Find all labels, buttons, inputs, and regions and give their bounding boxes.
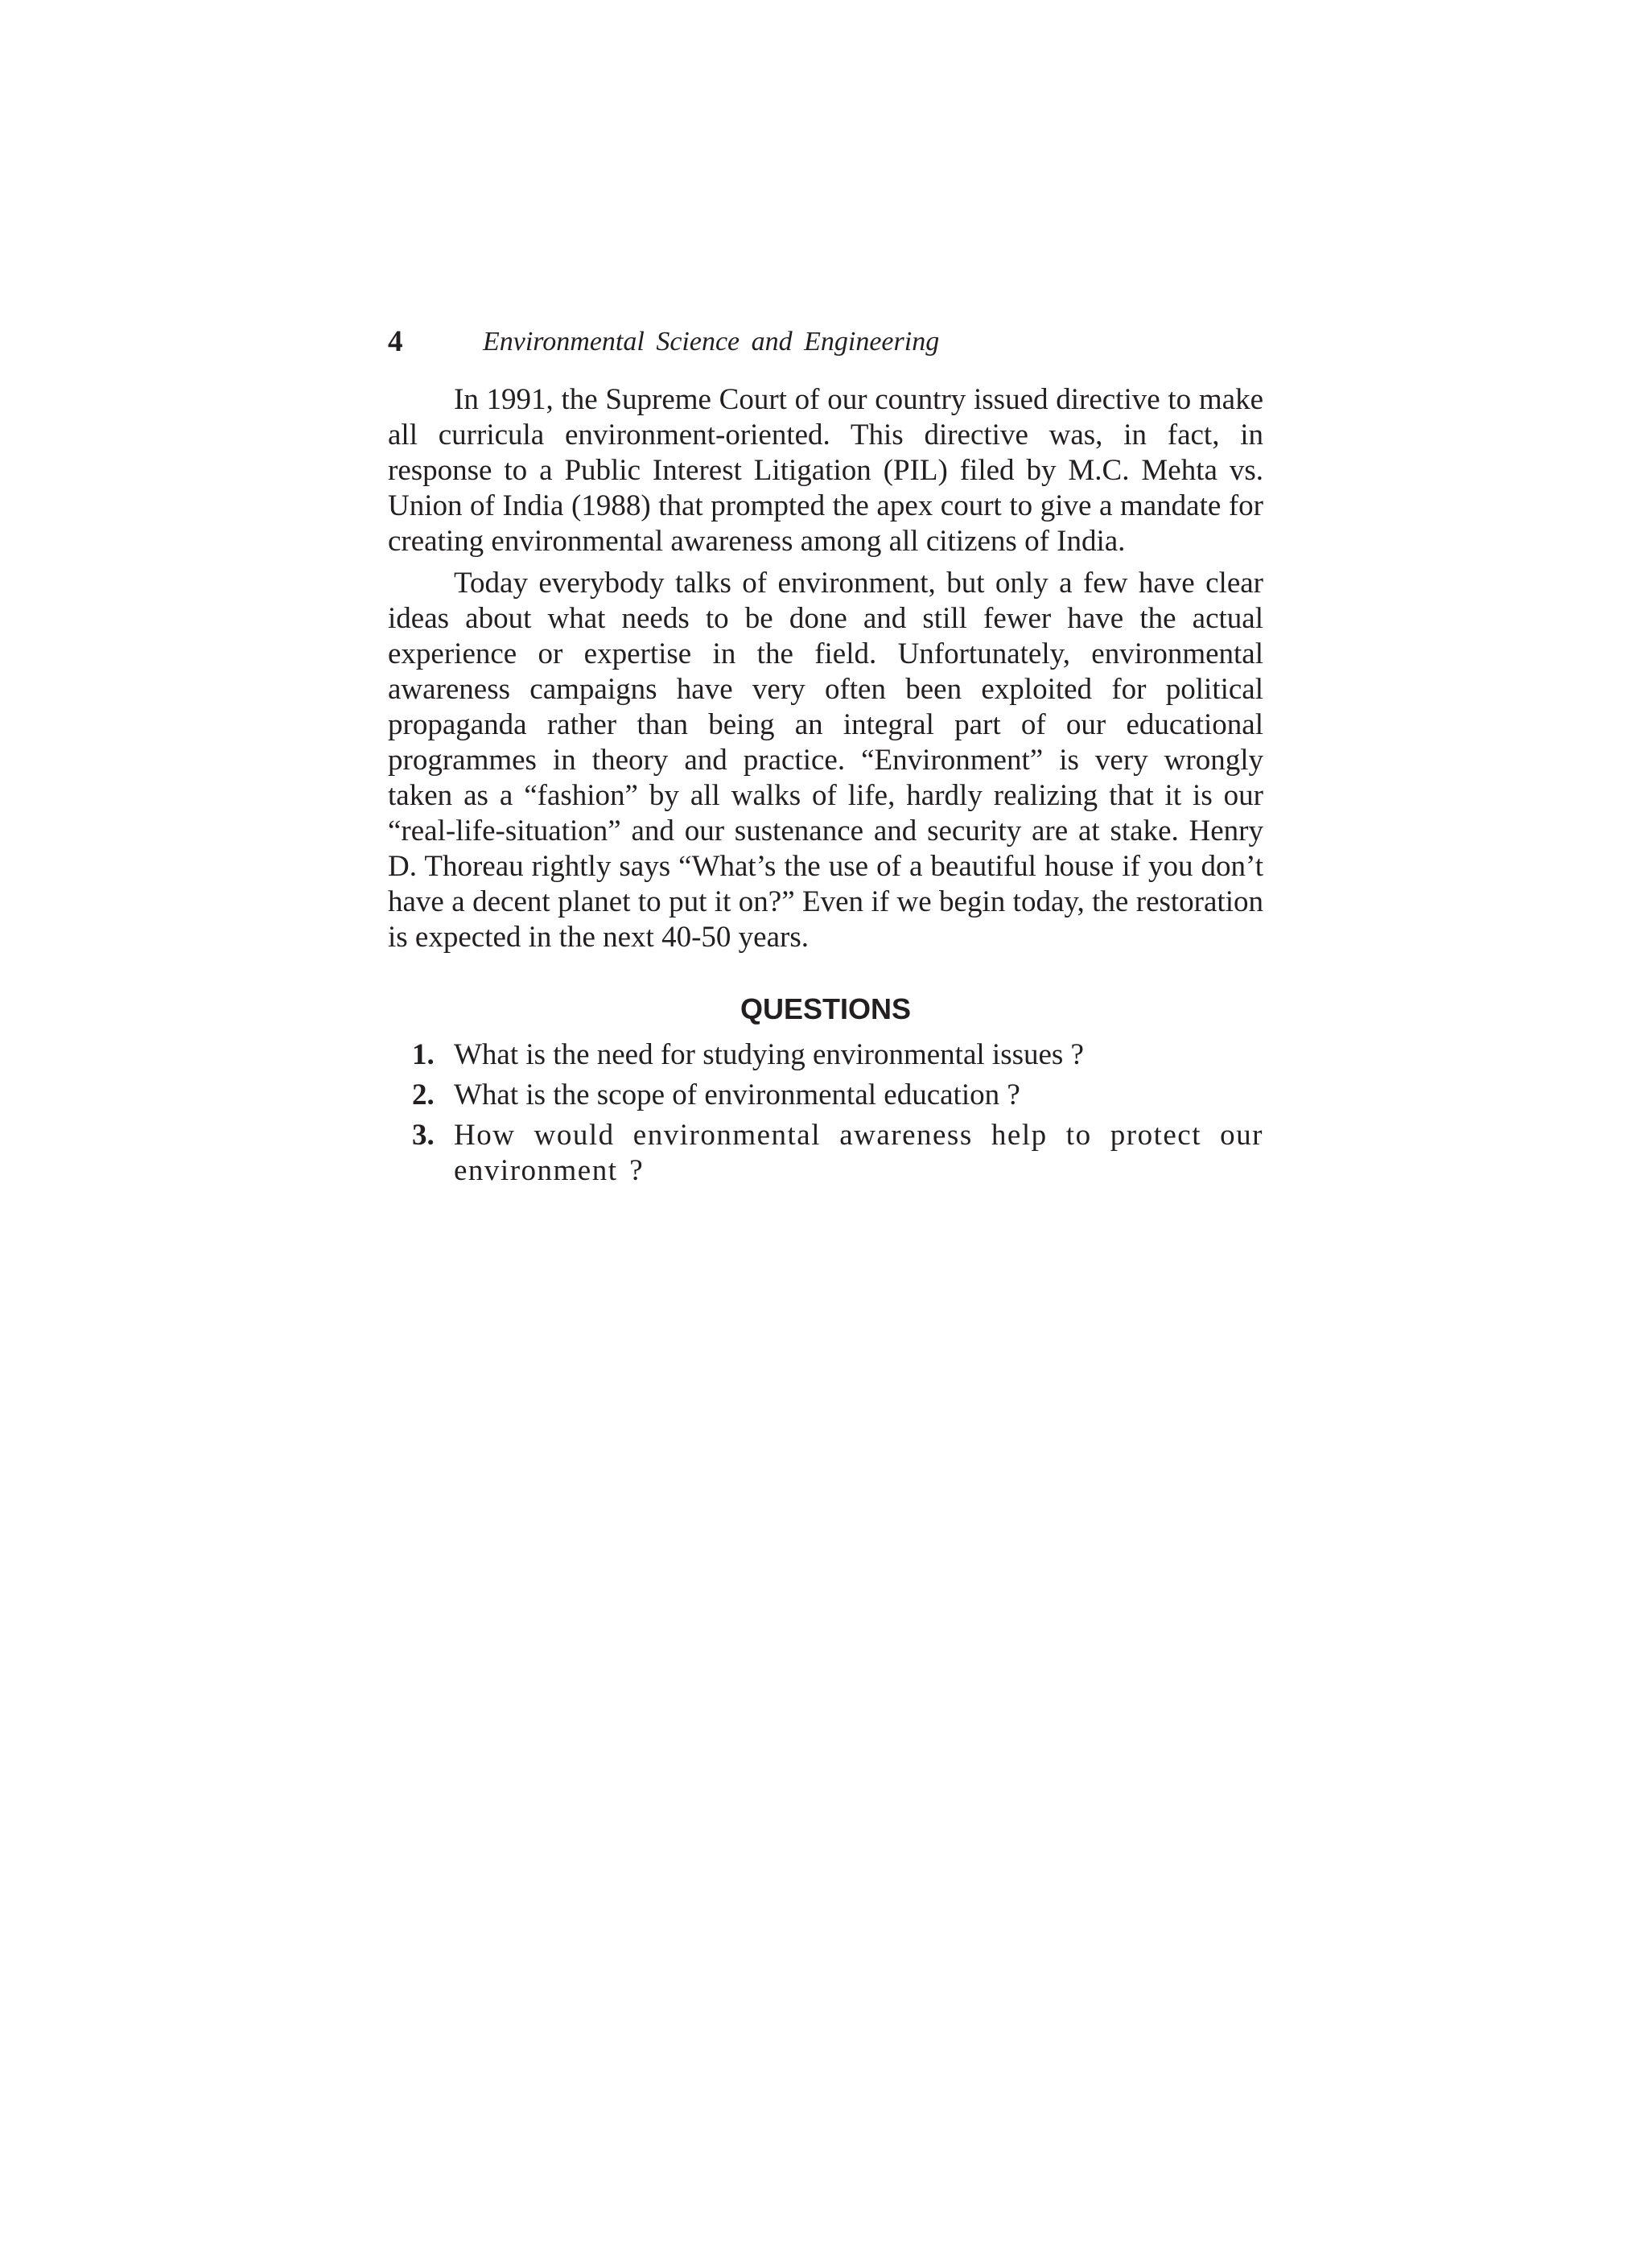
body-text: [388, 382, 1263, 955]
question-item: [388, 1078, 1263, 1113]
running-head: [388, 318, 1263, 366]
question-text: What is the scope of environmental education ?: [454, 1078, 1020, 1111]
question-number: 2.: [412, 1078, 435, 1111]
question-number: 1.: [412, 1038, 435, 1071]
question-item: [388, 1118, 1263, 1189]
questions-heading: QUESTIONS: [740, 992, 912, 1025]
running-title: Environmental Science and Engineering: [483, 327, 940, 357]
question-number: 3.: [412, 1119, 435, 1152]
book-page: [388, 318, 1263, 1194]
paragraph: In 1991, the Supreme Court of our country issued directive to make all curricula environment-oriented. This directive was, in fact, in response to a Public Interest Litigation (PIL) filed by M.C. Mehta vs. Union of India (1988) that prompted the apex court to give a mandate for creating environmental awareness among all citizens of India.: [388, 383, 1263, 558]
paragraph: Today everybody talks of environment, but only a few have clear ideas about what needs to be done and still fewer have the actual experience or expertise in the field. Unfortunately, environmental awareness campaigns have very often been exploited for political propaganda rather than being an integral part of our educational programmes in theory and practice. “Environment” is very wrongly taken as a “fashion” by all walks of life, hardly realizing that it is our “real-life-situation” and our sustenance and security are at stake. Henry D. Thoreau rightly says “What’s the use of a beautiful house if you don’t have a decent planet to put it on?” Even if we begin today, the restoration is expected in the next 40-50 years.: [388, 567, 1263, 954]
question-text: What is the need for studying environmental issues ?: [454, 1038, 1084, 1071]
questions-list: [388, 1037, 1263, 1189]
question-text: How would environmental awareness help to protect our environment ?: [454, 1119, 1263, 1187]
page-number: 4: [388, 325, 403, 358]
question-item: [388, 1037, 1263, 1073]
